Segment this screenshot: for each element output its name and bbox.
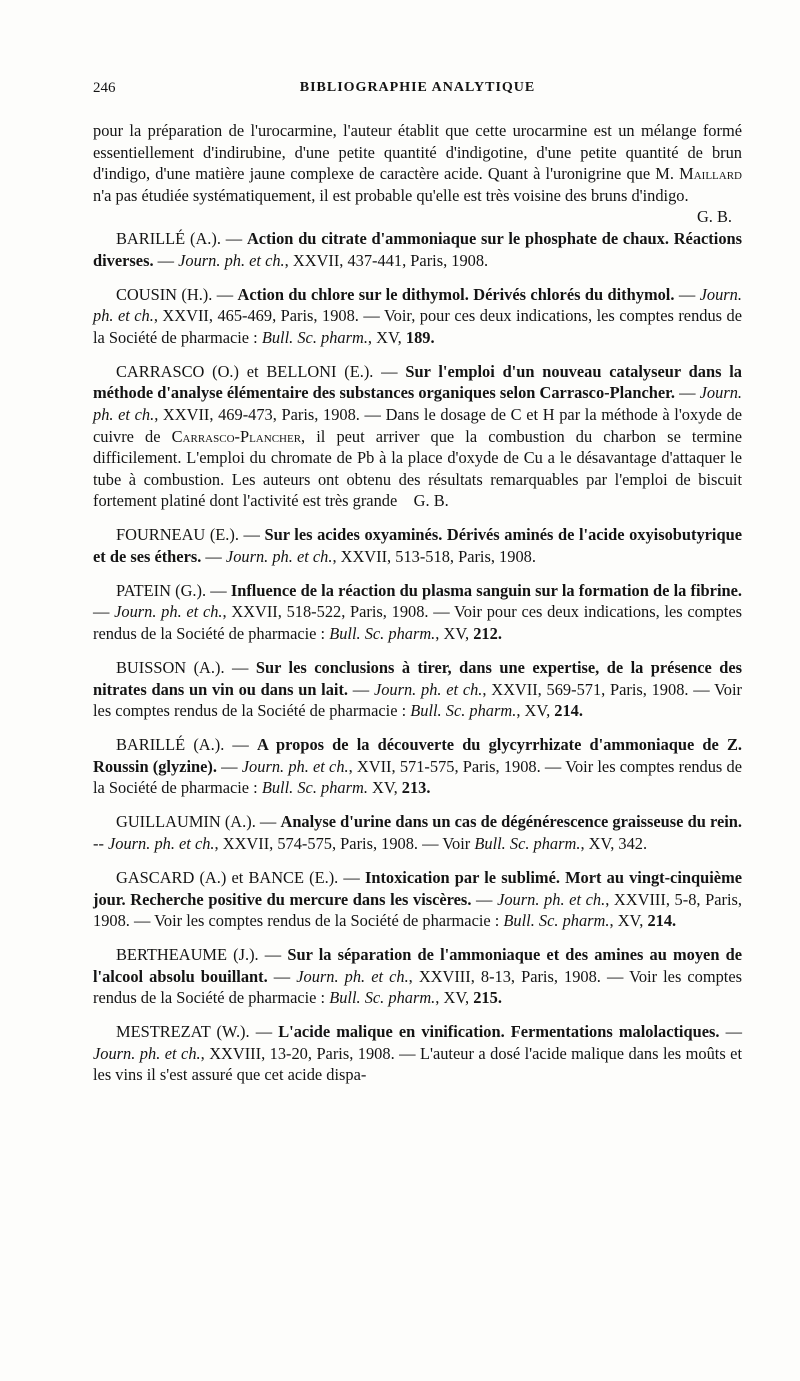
- journal-name: Journ. ph. et ch.: [93, 284, 742, 326]
- entry-reference: XV,: [367, 778, 402, 798]
- journal-name: Journ. ph. et ch.: [114, 602, 223, 622]
- page-reference: 214.: [554, 701, 583, 721]
- entry-reference: , XV,: [516, 701, 555, 721]
- entry-reference: , XXVII, 513-518, Paris, 1908.: [332, 546, 536, 566]
- bibliography-entry: [93, 811, 742, 854]
- journal-name: Journ. ph. et ch.: [296, 966, 409, 986]
- journal-name: Bull. Sc. pharm.: [261, 327, 368, 347]
- journal-name: Journ. ph. et ch.: [108, 833, 215, 853]
- page-reference: 189.: [405, 327, 435, 347]
- entry-reference: , XXVII, 518-522, Paris, 1908. — Voir pour ces deux indications, les comptes rendus de la Société de pharmacie :: [93, 602, 742, 644]
- entry-author: GASCARD (A.) et BANCE (E.). —: [116, 867, 365, 887]
- entry-author: BARILLÉ (A.). —: [116, 228, 247, 248]
- running-title: BIBLIOGRAPHIE ANALYTIQUE: [299, 80, 536, 95]
- entry-author: BERTHEAUME (J.). —: [116, 945, 288, 965]
- journal-name: Journ. ph. et ch.: [225, 546, 333, 566]
- page-reference: 213.: [401, 778, 431, 798]
- separator: —: [216, 756, 242, 776]
- separator: —: [93, 602, 115, 622]
- person-name: Carrasco-Plancher: [171, 426, 302, 446]
- entry-reference: , XV,: [435, 624, 474, 644]
- signature: G. B.: [696, 207, 732, 227]
- bibliography-body: [93, 120, 742, 1086]
- entry-title: Influence de la réaction du plasma sanguin sur la formation de la fibrine.: [230, 580, 742, 600]
- journal-name: Bull. Sc. pharm.: [329, 988, 436, 1008]
- bibliography-entry: [93, 657, 742, 722]
- entry-title: L'acide malique en vinification. Fermentations malolactiques.: [278, 1022, 720, 1042]
- journal-name: Bull. Sc. pharm.: [261, 778, 368, 798]
- bibliography-entry: [93, 580, 742, 645]
- bibliography-entry: [93, 284, 742, 349]
- entry-reference: , XV, 342.: [580, 833, 648, 853]
- journal-name: Journ. ph. et ch.: [373, 679, 483, 699]
- separator: —: [471, 889, 498, 909]
- signature: G. B.: [413, 491, 449, 511]
- page-number: 246: [93, 80, 116, 96]
- entry-title: Sur les conclusions à tirer, dans une expertise, de la présence des nitrates dans un vin ou dans un lait.: [93, 658, 743, 699]
- separator: --: [93, 833, 109, 853]
- entry-reference: , XXVII, 574-575, Paris, 1908. — Voir: [214, 833, 475, 853]
- separator: —: [348, 679, 374, 699]
- entry-reference: , XXVIII, 13-20, Paris, 1908. — L'auteur a dosé l'acide malique dans les moûts et les vins il s'est assuré que cet acide dispa-: [93, 1043, 742, 1085]
- separator: —: [201, 546, 226, 566]
- journal-name: Bull. Sc. pharm.: [329, 624, 436, 644]
- separator: —: [719, 1022, 742, 1042]
- separator: —: [267, 966, 297, 986]
- journal-name: Bull. Sc. pharm.: [474, 833, 581, 853]
- entry-title: A propos de la découverte du glycyrrhizate d'ammoniaque de Z. Roussin (glyzine).: [93, 735, 742, 776]
- continuation-paragraph: [93, 120, 742, 206]
- entry-reference: , XV,: [435, 988, 474, 1008]
- bibliography-entry: [93, 228, 742, 271]
- entry-reference: , XXVII, 469-473, Paris, 1908. — Dans le dosage de C et H par la méthode à l'oxyde de cuivre de: [93, 404, 742, 446]
- entry-author: MESTREZAT (W.). —: [116, 1022, 279, 1042]
- entry-author: GUILLAUMIN (A.). —: [116, 812, 281, 832]
- entry-title: Sur l'emploi d'un nouveau catalyseur dans la méthode d'analyse élémentaire des substances organiques selon Carrasco-Plancher.: [93, 361, 742, 403]
- bibliography-entry: [93, 944, 742, 1009]
- entry-author: BUISSON (A.). —: [116, 658, 256, 678]
- separator: —: [153, 250, 179, 270]
- paragraph-text: n'a pas étudiée systématiquement, il est probable qu'elle est très voisine des bruns d'indigo.: [93, 185, 689, 205]
- bibliography-entry: [93, 524, 742, 567]
- paragraph-text: pour la préparation de l'urocarmine, l'auteur établit que cette urocarmine est un mélange formé essentiellement d'indirubine, d'une petite quantité d'indigotine, d'une petite quantité de brun d'indigo, d'une matière jaune complexe de caractère acide. Quant à l'uronigrine que M.: [93, 121, 742, 184]
- journal-name: Journ. ph. et ch.: [178, 250, 285, 270]
- entry-author: PATEIN (G.). —: [116, 580, 231, 600]
- separator: —: [675, 383, 700, 403]
- bibliography-entry: [93, 361, 742, 512]
- journal-name: Bull. Sc. pharm.: [503, 911, 610, 931]
- entry-author: COUSIN (H.). —: [116, 284, 238, 304]
- page-reference: 212.: [473, 624, 502, 644]
- entry-title: Action du citrate d'ammoniaque sur le phosphate de chaux. Réactions diverses.: [93, 228, 743, 270]
- entry-reference: , XXVII, 437-441, Paris, 1908.: [284, 250, 489, 270]
- journal-name: Bull. Sc. pharm.: [410, 701, 517, 721]
- entry-reference: , XXVIII, 8-13, Paris, 1908. — Voir les comptes rendus de la Société de pharmacie :: [93, 966, 743, 1008]
- entry-reference: , XV,: [367, 327, 406, 347]
- entry-author: FOURNEAU (E.). —: [116, 525, 265, 545]
- entry-reference: , XXVIII, 5-8, Paris, 1908. — Voir les comptes rendus de la Société de pharmacie :: [93, 889, 743, 931]
- bibliography-entry: [93, 867, 742, 932]
- entry-reference: , XXVII, 465-469, Paris, 1908. — Voir, pour ces deux indications, les comptes rendus de la Société de pharmacie :: [93, 306, 742, 347]
- page-reference: 215.: [473, 988, 502, 1008]
- entry-title: Sur les acides oxyaminés. Dérivés aminés de l'acide oxyisobutyrique et de ses éthers.: [93, 525, 742, 566]
- journal-name: Journ. ph. et ch.: [497, 889, 606, 909]
- running-header: [93, 80, 742, 102]
- bibliography-entry: [93, 1021, 742, 1086]
- bibliography-entry: [93, 734, 742, 799]
- entry-title: Intoxication par le sublimé. Mort au vingt-cinquième jour. Recherche positive du mercure dans les viscères.: [93, 867, 742, 909]
- entry-title: Action du chlore sur le dithymol. Dérivés chlorés du dithymol.: [237, 284, 675, 304]
- entry-author: BARILLÉ (A.). —: [116, 735, 257, 755]
- separator: —: [674, 284, 700, 304]
- entry-summary: , il peut arriver que la combustion du charbon se termine difficilement. L'emploi du chromate de Pb à la place d'oxyde de Cu a le désavantage d'attaquer le tube à combustion. Les auteurs ont obtenu des résultats remarquables par l'emploi de biscuit fortement platiné dont l'activité est très grande: [93, 426, 742, 511]
- journal-name: Journ. ph. et ch.: [93, 383, 742, 424]
- journal-name: Journ. ph. et ch.: [93, 1043, 201, 1063]
- entry-reference: , XVII, 571-575, Paris, 1908. — Voir les comptes rendus de la Société de pharmacie :: [93, 756, 742, 798]
- person-name: Maillard: [679, 164, 742, 184]
- page-reference: 214.: [647, 911, 677, 931]
- entry-reference: , XXVII, 569-571, Paris, 1908. — Voir les comptes rendus de la Société de pharmacie :: [93, 679, 743, 721]
- entry-title: Analyse d'urine dans un cas de dégénérescence graisseuse du rein.: [280, 812, 742, 832]
- entry-author: CARRASCO (O.) et BELLONI (E.). —: [116, 361, 406, 381]
- entry-title: Sur la séparation de l'ammoniaque et des amines au moyen de l'alcool absolu bouillant.: [93, 945, 742, 986]
- journal-name: Journ. ph. et ch.: [241, 756, 349, 776]
- entry-reference: , XV,: [609, 911, 648, 931]
